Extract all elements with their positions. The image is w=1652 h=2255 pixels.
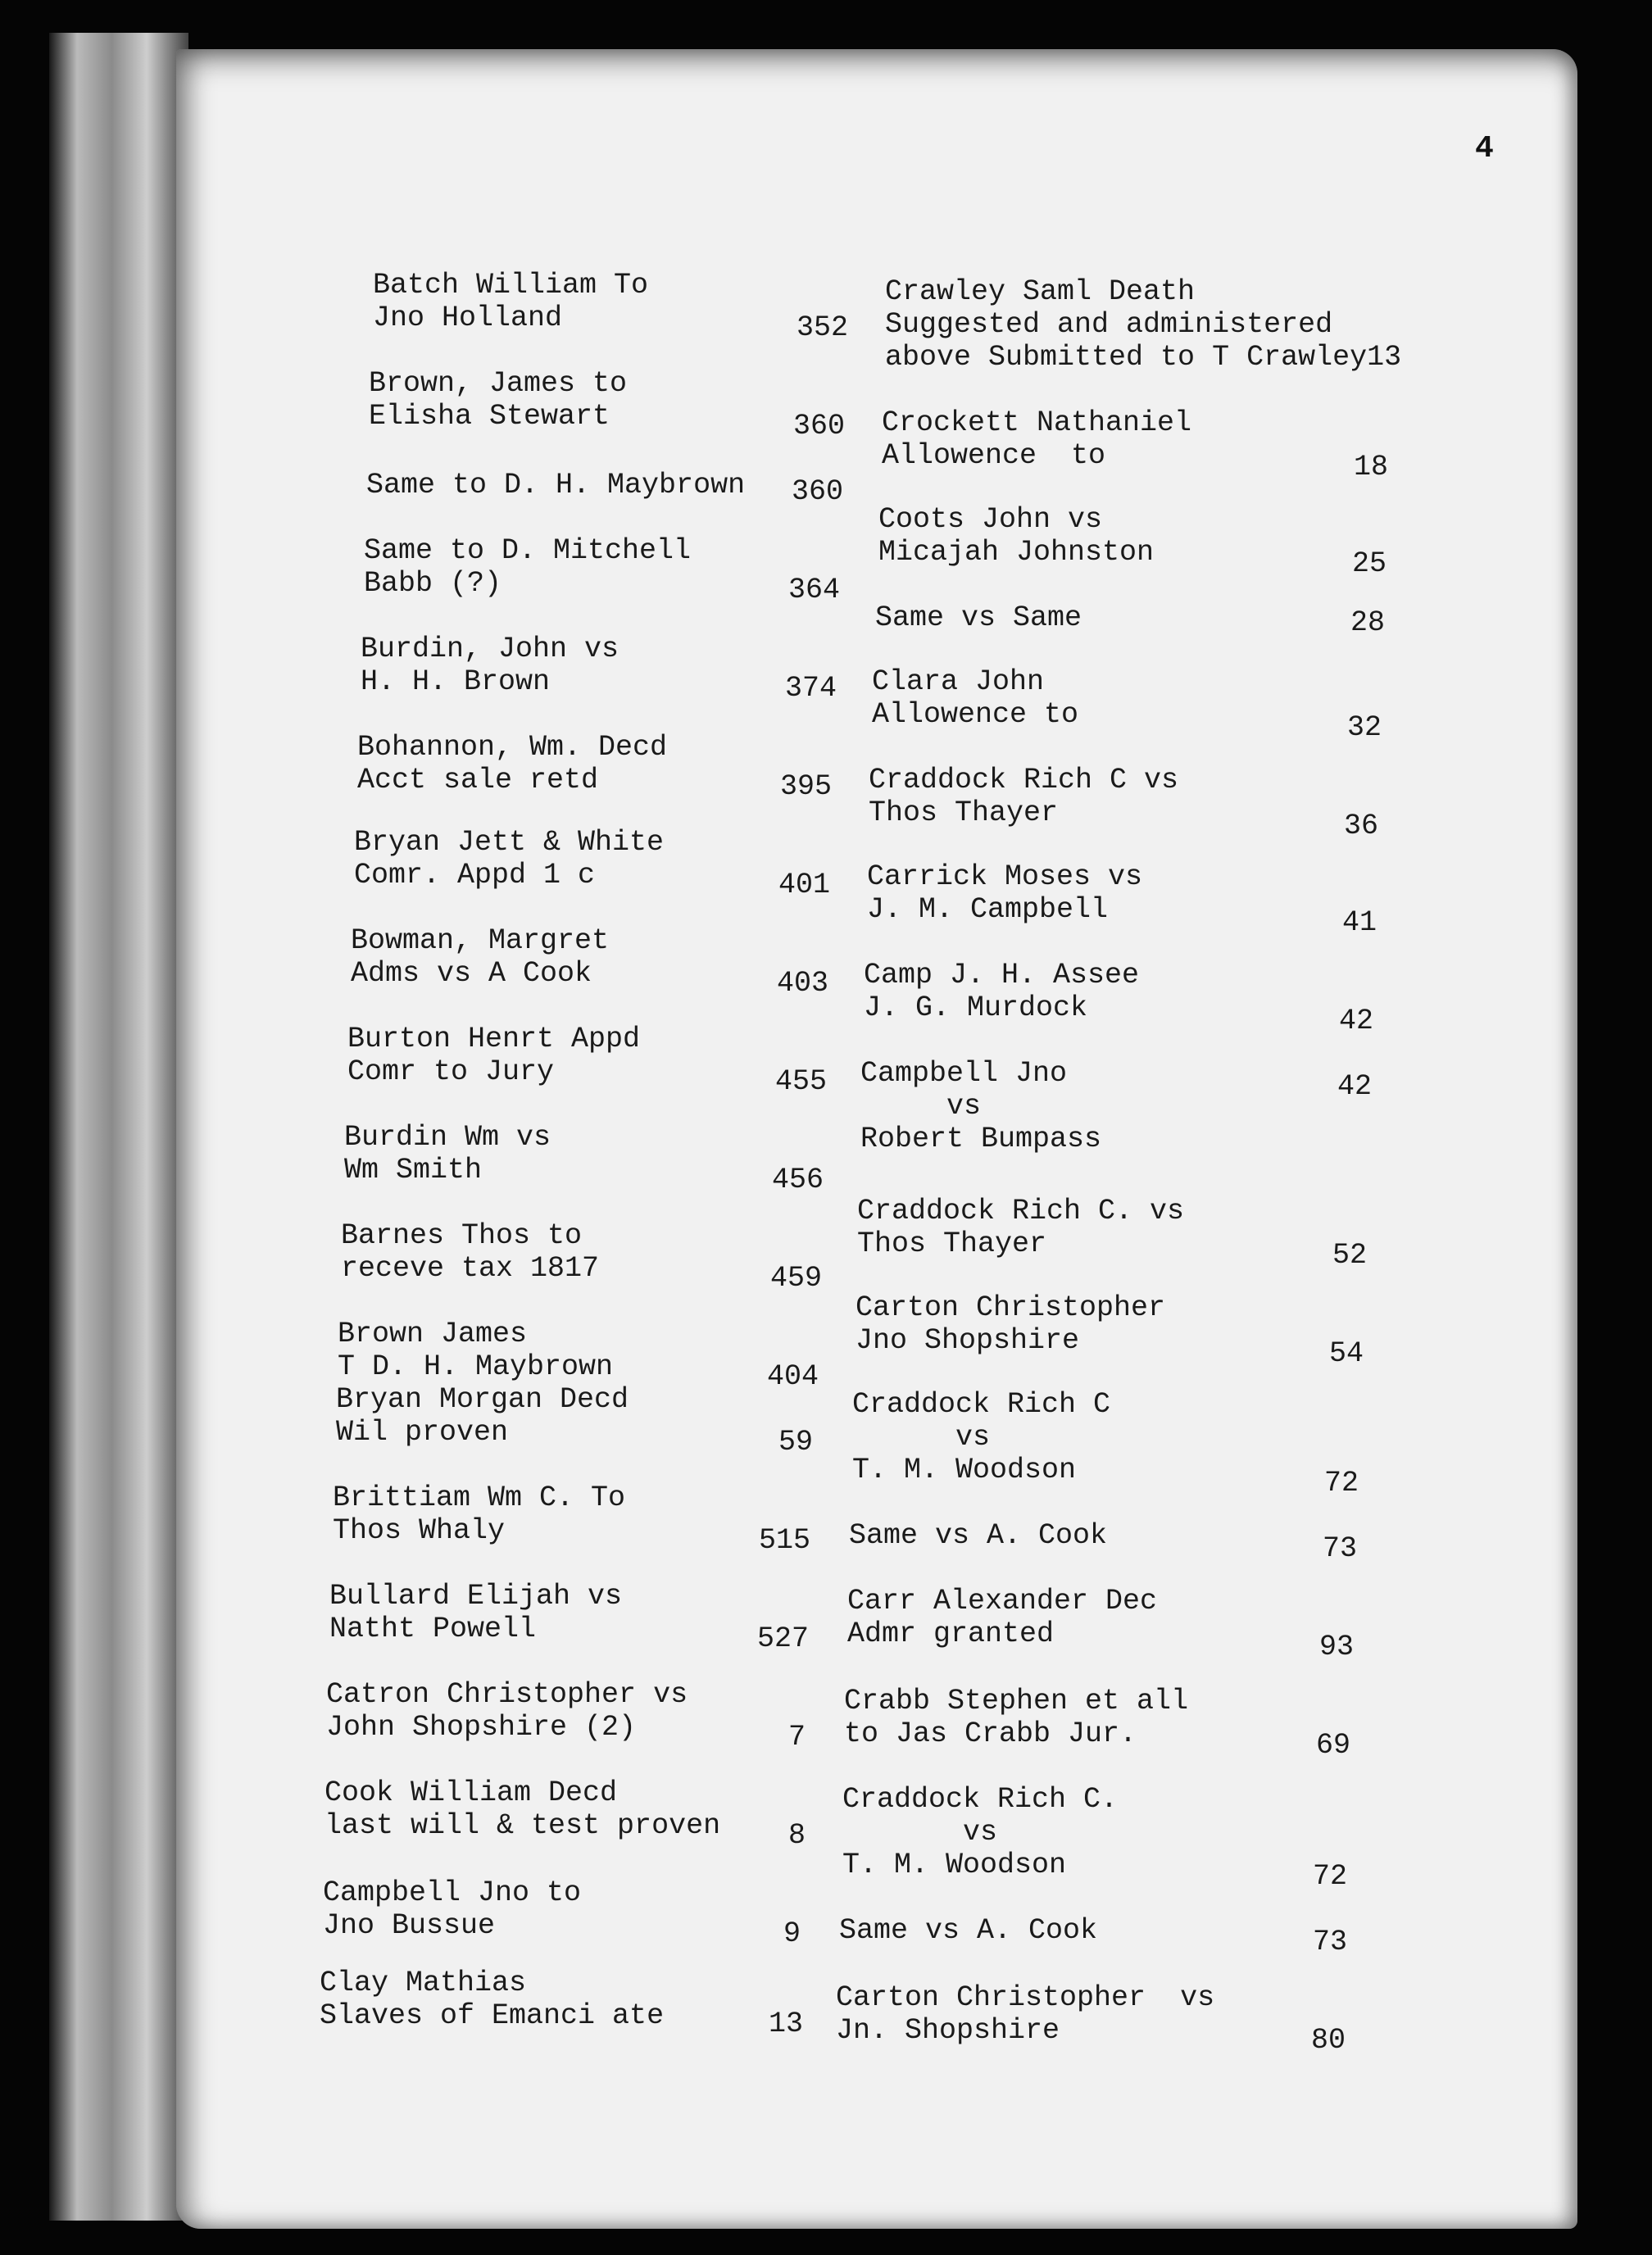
entry-name-line: T. M. Woodson: [842, 1849, 1067, 1881]
entry-page-number: 360: [793, 410, 846, 442]
left-index-entry: [361, 633, 619, 698]
entry-name-line: Bryan Morgan Decd: [336, 1383, 629, 1416]
entry-name-line: Wm Smith: [344, 1154, 483, 1186]
entry-page-number: 403: [777, 967, 829, 1000]
entry-name-line: Acct sale retd: [357, 764, 599, 796]
entry-name-line: Same to D. H. Maybrown: [366, 469, 746, 501]
entry-name-line: Carton Christopher: [856, 1291, 1166, 1324]
left-index-entry: [329, 1580, 622, 1645]
entry-name-line: Crabb Stephen et all: [844, 1685, 1189, 1717]
right-index-entry: [872, 665, 1078, 731]
entry-name-line: Carrick Moses vs: [867, 860, 1143, 893]
entry-name-line: Robert Bumpass: [860, 1123, 1102, 1155]
entry-name-line: Bryan Jett & White: [354, 826, 665, 859]
entry-page-number: 13: [769, 2008, 804, 2040]
entry-page-number: 401: [778, 869, 831, 901]
right-index-entry: [867, 860, 1142, 926]
entry-page-number: 80: [1311, 2024, 1346, 2057]
entry-page-number: 72: [1324, 1467, 1359, 1500]
left-index-entry: [344, 1121, 551, 1186]
entry-page-number: 360: [792, 475, 844, 508]
entry-name-line: Allowence to: [872, 698, 1079, 731]
entry-name-line: Thos Whaly: [333, 1514, 506, 1547]
entry-name-line: Wil proven: [336, 1416, 509, 1449]
entry-page-number: 73: [1313, 1926, 1348, 1958]
entry-name-line: Burton Henrt Appd: [347, 1023, 641, 1055]
entry-name-line: Thos Thayer: [857, 1227, 1047, 1260]
left-index-entry: [326, 1678, 688, 1744]
entry-page-number: 25: [1352, 547, 1387, 580]
entry-page-number: 32: [1347, 711, 1382, 744]
entry-page-number: 374: [785, 672, 837, 705]
entry-name-line: vs: [860, 1090, 982, 1123]
entry-name-line: Jn. Shopshire: [836, 2014, 1060, 2047]
entry-name-line: Admr granted: [847, 1618, 1055, 1650]
right-index-entry: [878, 503, 1154, 569]
entry-page-number: 42: [1339, 1005, 1374, 1037]
entry-name-line: T D. H. Maybrown: [338, 1350, 614, 1383]
entry-name-line: Campbell Jno: [860, 1057, 1068, 1090]
entry-name-line: Craddock Rich C: [852, 1388, 1111, 1421]
entry-name-line: Batch William To: [373, 269, 649, 302]
right-index-entry: [864, 959, 1139, 1024]
right-index-entry: [849, 1519, 1107, 1552]
entry-page-number: 69: [1316, 1729, 1351, 1762]
entry-page-number: 456: [772, 1164, 824, 1196]
entry-name-line: Jno Holland: [373, 302, 563, 334]
left-index-entry: [323, 1876, 581, 1942]
entry-page-number: 54: [1329, 1337, 1364, 1370]
entry-name-line: Coots John vs: [878, 503, 1103, 536]
entry-page-number: 455: [775, 1065, 828, 1098]
right-index-entry: [860, 1057, 1101, 1155]
left-index-entry: [369, 367, 627, 433]
right-index-entry: [882, 406, 1191, 472]
right-index-entry: [852, 1388, 1110, 1486]
left-index-entry: [336, 1383, 629, 1449]
entry-page-number: 364: [788, 574, 841, 606]
entry-page-number: 352: [796, 311, 849, 344]
entry-page-number: 515: [759, 1524, 811, 1557]
left-index-entry: [347, 1023, 640, 1088]
right-index-entry: [844, 1685, 1188, 1750]
entry-page-number: 395: [780, 770, 833, 803]
entry-name-line: Adms vs A Cook: [351, 957, 592, 990]
entry-name-line: Jno Bussue: [323, 1909, 496, 1942]
right-index-entry: [836, 1981, 1214, 2047]
entry-name-line: Carr Alexander Dec: [847, 1585, 1158, 1618]
left-index-entry: [357, 731, 667, 796]
entry-name-line: Comr. Appd 1 c: [354, 859, 596, 892]
entry-name-line: Suggested and administered: [885, 308, 1333, 341]
entry-name-line: Barnes Thos to: [341, 1219, 583, 1252]
entry-name-line: J. M. Campbell: [867, 893, 1109, 926]
left-index-entry: [320, 1967, 664, 2032]
right-index-entry: [857, 1195, 1184, 1260]
entry-name-line: Campbell Jno to: [323, 1876, 582, 1909]
entry-page-number: 459: [770, 1262, 823, 1295]
entry-name-line: Clara John: [872, 665, 1045, 698]
right-index-entry: [839, 1914, 1097, 1947]
right-index-entry: [856, 1291, 1165, 1357]
entry-page-number: 8: [788, 1819, 806, 1852]
entry-name-line: Burdin, John vs: [361, 633, 620, 665]
entry-name-line: above Submitted to T Crawley13: [885, 341, 1402, 374]
entry-name-line: Cook William Decd: [324, 1776, 618, 1809]
left-index-entry: [373, 269, 648, 334]
entry-name-line: Same vs A. Cook: [839, 1914, 1098, 1947]
left-index-entry: [324, 1776, 720, 1842]
entry-name-line: Same vs A. Cook: [849, 1519, 1108, 1552]
entry-name-line: Crawley Saml Death: [885, 275, 1196, 308]
page-edge-shadow: [49, 33, 188, 2221]
entry-page-number: 36: [1344, 810, 1379, 842]
entry-name-line: Bohannon, Wm. Decd: [357, 731, 668, 764]
entry-page-number: 72: [1313, 1860, 1348, 1893]
left-index-entry: [333, 1481, 625, 1547]
entry-name-line: Allowence to: [882, 439, 1106, 472]
right-index-entry: [885, 275, 1401, 374]
entry-page-number: 9: [783, 1917, 801, 1950]
entry-page-number: 59: [778, 1426, 814, 1459]
entry-name-line: receve tax 1817: [341, 1252, 600, 1285]
entry-name-line: Jno Shopshire: [856, 1324, 1080, 1357]
left-index-entry: [364, 534, 691, 600]
entry-name-line: Craddock Rich C. vs: [857, 1195, 1185, 1227]
entry-name-line: vs: [842, 1816, 998, 1849]
entry-name-line: Craddock Rich C.: [842, 1783, 1119, 1816]
entry-name-line: H. H. Brown: [361, 665, 551, 698]
entry-page-number: 7: [788, 1721, 806, 1754]
entry-page-number: 42: [1337, 1070, 1373, 1103]
entry-name-line: Carton Christopher vs: [836, 1981, 1215, 2014]
entry-name-line: vs: [852, 1421, 991, 1454]
entry-name-line: Brown James: [338, 1318, 528, 1350]
entry-name-line: Same vs Same: [875, 601, 1082, 634]
entry-name-line: Natht Powell: [329, 1613, 537, 1645]
entry-page-number: 527: [757, 1622, 810, 1655]
left-index-entry: [354, 826, 664, 892]
entry-name-line: Bullard Elijah vs: [329, 1580, 623, 1613]
entry-page-number: 404: [767, 1360, 819, 1393]
entry-page-number: 93: [1319, 1631, 1355, 1663]
entry-name-line: Slaves of Emanci ate: [320, 1999, 665, 2032]
entry-page-number: 28: [1350, 606, 1386, 639]
entry-page-number: 52: [1332, 1239, 1368, 1272]
page-number: 4: [1475, 131, 1494, 166]
left-index-entry: [341, 1219, 599, 1285]
entry-name-line: J. G. Murdock: [864, 991, 1088, 1024]
entry-name-line: Comr to Jury: [347, 1055, 555, 1088]
entry-name-line: to Jas Crabb Jur.: [844, 1717, 1137, 1750]
entry-name-line: Catron Christopher vs: [326, 1678, 688, 1711]
right-index-entry: [842, 1783, 1118, 1881]
entry-name-line: Burdin Wm vs: [344, 1121, 551, 1154]
left-index-entry: [351, 924, 609, 990]
entry-name-line: Elisha Stewart: [369, 400, 610, 433]
entry-name-line: Clay Mathias: [320, 1967, 527, 1999]
right-index-entry: [869, 764, 1178, 829]
entry-name-line: Crockett Nathaniel: [882, 406, 1192, 439]
entry-name-line: T. M. Woodson: [852, 1454, 1077, 1486]
entry-name-line: Babb (?): [364, 567, 502, 600]
right-index-entry: [847, 1585, 1157, 1650]
entry-page-number: 18: [1354, 451, 1389, 483]
entry-name-line: Same to D. Mitchell: [364, 534, 692, 567]
entry-name-line: Micajah Johnston: [878, 536, 1155, 569]
entry-name-line: Bowman, Margret: [351, 924, 610, 957]
right-index-entry: [875, 601, 1082, 634]
entry-name-line: Camp J. H. Assee: [864, 959, 1140, 991]
entry-name-line: Brittiam Wm C. To: [333, 1481, 626, 1514]
entry-name-line: last will & test proven: [324, 1809, 721, 1842]
entry-page-number: 73: [1323, 1532, 1358, 1565]
entry-name-line: Craddock Rich C vs: [869, 764, 1179, 796]
left-index-entry: [338, 1318, 613, 1383]
entry-name-line: Brown, James to: [369, 367, 628, 400]
entry-name-line: Thos Thayer: [869, 796, 1059, 829]
entry-name-line: John Shopshire (2): [326, 1711, 637, 1744]
entry-page-number: 41: [1342, 906, 1377, 939]
left-index-entry: [366, 469, 745, 501]
